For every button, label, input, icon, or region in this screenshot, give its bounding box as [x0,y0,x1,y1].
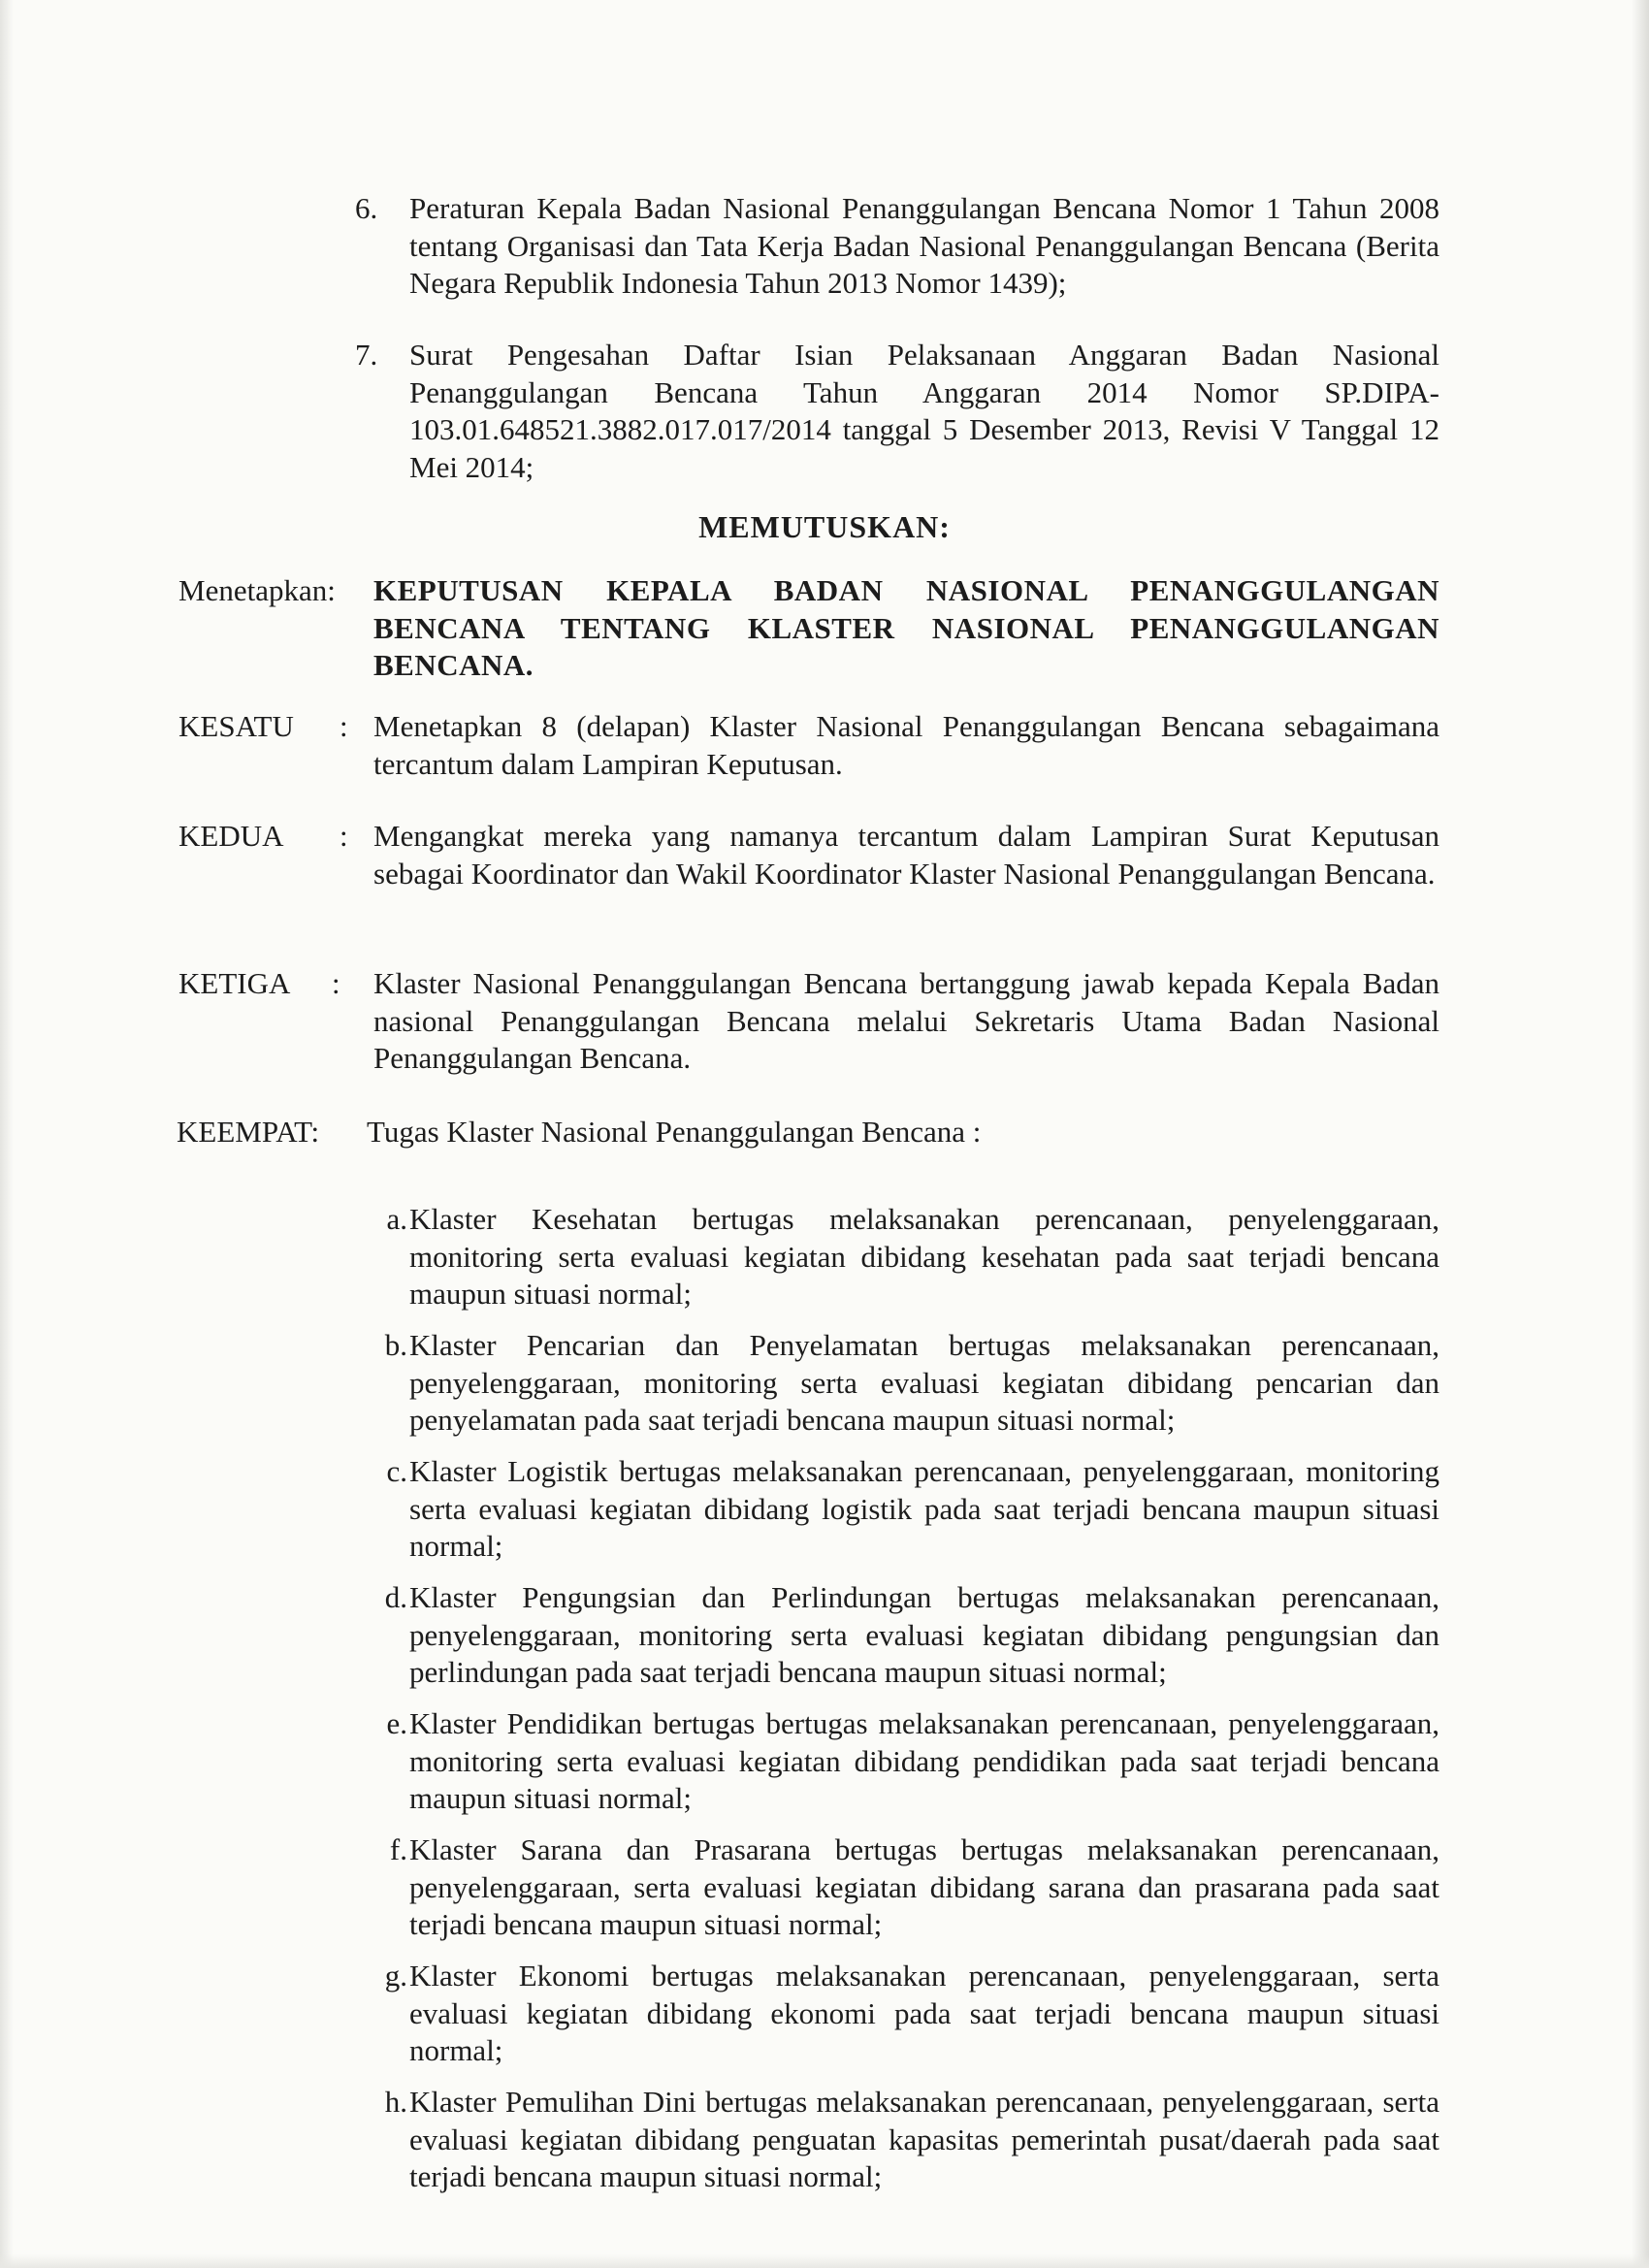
article-text: Klaster Nasional Penanggulangan Bencana bertanggung jawab kepada Kepala Badan nasional Penanggulangan Bencana melalui Sekretaris Utama Badan Nasional Penanggulangan Bencana. [373,966,1439,1075]
task-letter: d. [384,1580,407,1614]
article-label: KESATU [178,709,294,743]
task-text: Klaster Kesehatan bertugas melaksanakan perencanaan, penyelenggaraan, monitoring serta evaluasi kegiatan dibidang kesehatan pada saat terjadi bencana maupun situasi normal; [409,1202,1439,1311]
task-text: Klaster Sarana dan Prasarana bertugas bertugas melaksanakan perencanaan, penyelenggaraan, serta evaluasi kegiatan dibidang sarana dan prasarana pada saat terjadi bencana maupun situasi normal; [409,1832,1439,1941]
article-label: KEDUA [178,819,284,853]
menetapkan-label: Menetapkan: [178,573,336,607]
task-text: Klaster Pendidikan bertugas bertugas melaksanakan perencanaan, penyelenggaraan, monitoring serta evaluasi kegiatan dibidang pendidikan pada saat terjadi bencana maupun situasi normal; [409,1706,1439,1815]
consideration-number: 7. [355,338,378,372]
article-label: KETIGA [178,966,291,1000]
article-colon: : [340,819,348,853]
article-colon: : [332,966,340,1000]
keempat-label: KEEMPAT: [177,1115,320,1149]
task-letter: e. [386,1706,407,1740]
article-text: Mengangkat mereka yang namanya tercantum dalam Lampiran Surat Keputusan sebagai Koordinator dan Wakil Koordinator Klaster Nasional Penanggulangan Bencana. [373,819,1439,891]
task-letter: h. [384,2085,407,2119]
keempat-intro: Tugas Klaster Nasional Penanggulangan Bencana : [367,1115,982,1149]
decision-heading: MEMUTUSKAN: [698,509,951,544]
task-text: Klaster Pemulihan Dini bertugas melaksanakan perencanaan, penyelenggaraan, serta evaluasi kegiatan dibidang penguatan kapasitas pemerintah pusat/daerah pada saat terjadi bencana maupun situasi normal; [409,2085,1439,2193]
task-text: Klaster Pengungsian dan Perlindungan bertugas melaksanakan perencanaan, penyelenggaraan, monitoring serta evaluasi kegiatan dibidang pengungsian dan perlindungan pada saat terjadi bencana maupun situasi normal; [409,1580,1439,1689]
task-text: Klaster Ekonomi bertugas melaksanakan perencanaan, penyelenggaraan, serta evaluasi kegiatan dibidang ekonomi pada saat terjadi bencana maupun situasi normal; [409,1959,1439,2067]
menetapkan-text: KEPUTUSAN KEPALA BADAN NASIONAL PENANGGULANGAN BENCANA TENTANG KLASTER NASIONAL PENANGGULANGAN BENCANA. [373,573,1439,682]
task-letter: g. [384,1959,407,1993]
scan-shadow-bottom [0,2254,1649,2268]
consideration-text: Surat Pengesahan Daftar Isian Pelaksanaan Anggaran Badan Nasional Penanggulangan Bencana Tahun Anggaran 2014 Nomor SP.DIPA-103.01.648521.3882.017.017/2014 tanggal 5 Desember 2013, Revisi V Tanggal 12 Mei 2014; [409,338,1439,484]
task-text: Klaster Logistik bertugas melaksanakan perencanaan, penyelenggaraan, monitoring serta evaluasi kegiatan dibidang logistik pada saat terjadi bencana maupun situasi normal; [409,1454,1439,1563]
article-colon: : [340,709,348,743]
consideration-text: Peraturan Kepala Badan Nasional Penanggulangan Bencana Nomor 1 Tahun 2008 tentang Organisasi dan Tata Kerja Badan Nasional Penanggulangan Bencana (Berita Negara Republik Indonesia Tahun 2013 Nomor 1439); [409,191,1439,300]
scan-shadow-right [1632,0,1649,2268]
task-letter: f. [389,1832,407,1866]
task-text: Klaster Pencarian dan Penyelamatan bertugas melaksanakan perencanaan, penyelenggaraan, monitoring serta evaluasi kegiatan dibidang pencarian dan penyelamatan pada saat terjadi bencana maupun situasi normal; [409,1328,1439,1437]
scan-shadow-left [0,0,14,2268]
task-letter: a. [386,1202,407,1236]
article-text: Menetapkan 8 (delapan) Klaster Nasional Penanggulangan Bencana sebagaimana tercantum dalam Lampiran Keputusan. [373,709,1439,781]
consideration-number: 6. [355,191,378,225]
task-letter: c. [386,1454,407,1488]
task-letter: b. [384,1328,407,1362]
